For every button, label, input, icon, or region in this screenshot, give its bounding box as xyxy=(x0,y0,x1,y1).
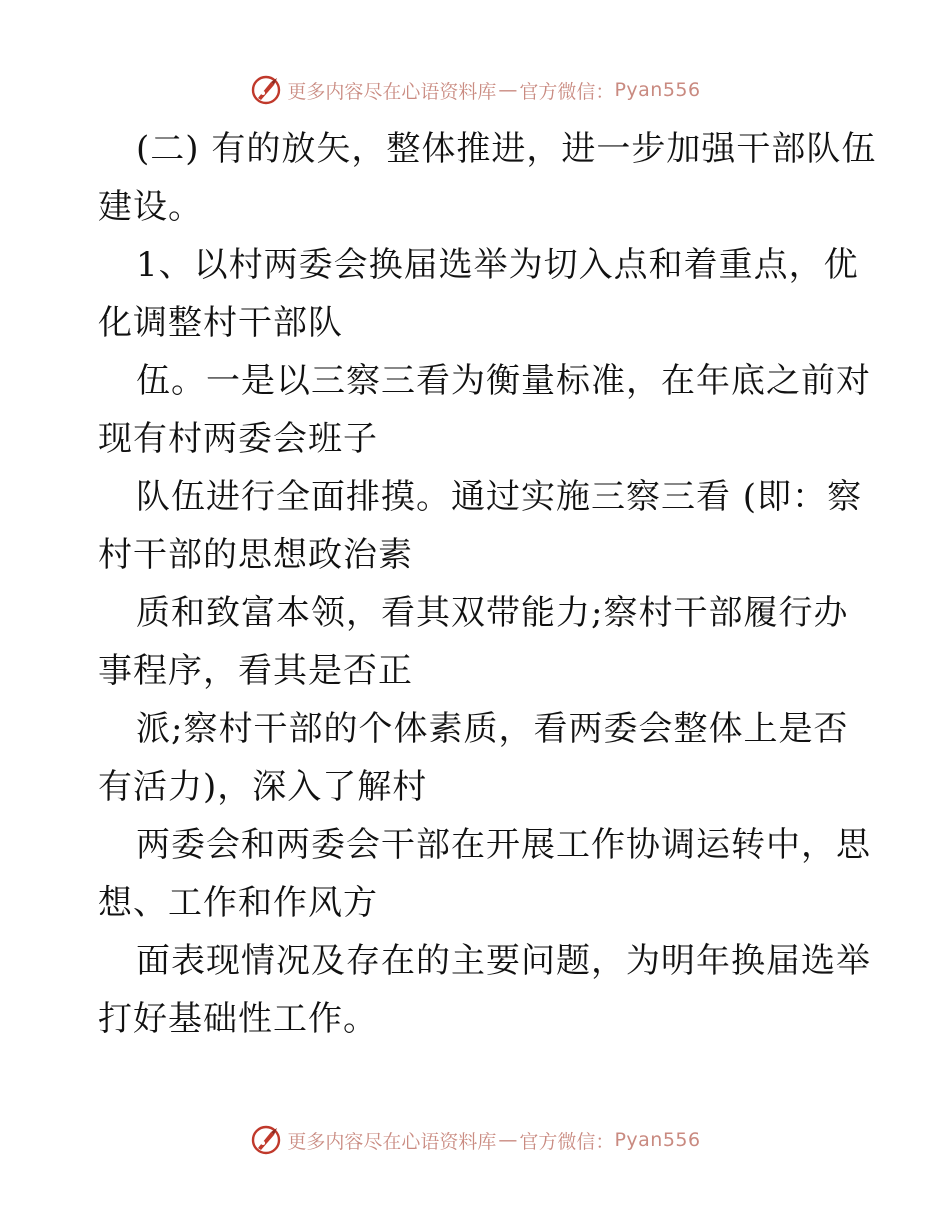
watermark-wechat-id: Pyan556 xyxy=(614,1129,701,1151)
watermark-header xyxy=(0,70,950,110)
document-body xyxy=(98,120,877,1048)
text-line-10: 事程序，看其是否正 xyxy=(98,651,413,691)
text-line-8: 村干部的思想政治素 xyxy=(98,535,413,575)
watermark-footer xyxy=(0,1120,950,1160)
text-line-16: 打好基础性工作。 xyxy=(98,999,378,1039)
text-line-12: 有活力)，深入了解村 xyxy=(98,767,428,807)
text-line-2: 建设。 xyxy=(98,187,203,227)
watermark-wechat-id: Pyan556 xyxy=(614,79,701,101)
watermark-text-cn-2: 官方微信： xyxy=(519,80,615,103)
text-line-5: 伍。一是以三察三看为衡量标准，在年底之前对 xyxy=(136,361,871,401)
text-line-7: 队伍进行全面排摸。通过实施三察三看 (即：察 xyxy=(136,477,863,517)
watermark-text-cn: 更多内容尽在心语资料库 xyxy=(287,1130,497,1153)
watermark-separator: — xyxy=(498,79,518,101)
watermark-text-cn-2: 官方微信： xyxy=(519,1130,615,1153)
watermark-text-cn: 更多内容尽在心语资料库 xyxy=(287,80,497,103)
text-line-9: 质和致富本领，看其双带能力;察村干部履行办 xyxy=(136,593,849,633)
quill-logo-icon xyxy=(249,73,283,107)
text-line-6: 现有村两委会班子 xyxy=(98,419,378,459)
text-line-14: 想、工作和作风方 xyxy=(98,883,378,923)
text-line-13: 两委会和两委会干部在开展工作协调运转中，思 xyxy=(136,825,871,865)
text-line-3: 1、以村两委会换届选举为切入点和着重点，优 xyxy=(136,245,859,285)
text-line-11: 派;察村干部的个体素质，看两委会整体上是否 xyxy=(136,709,849,749)
text-line-15: 面表现情况及存在的主要问题，为明年换届选举 xyxy=(136,941,871,981)
watermark-separator: — xyxy=(498,1129,518,1151)
quill-logo-icon xyxy=(249,1123,283,1157)
text-line-1: (二) 有的放矢，整体推进，进一步加强干部队伍 xyxy=(136,129,877,169)
text-line-4: 化调整村干部队 xyxy=(98,303,343,343)
